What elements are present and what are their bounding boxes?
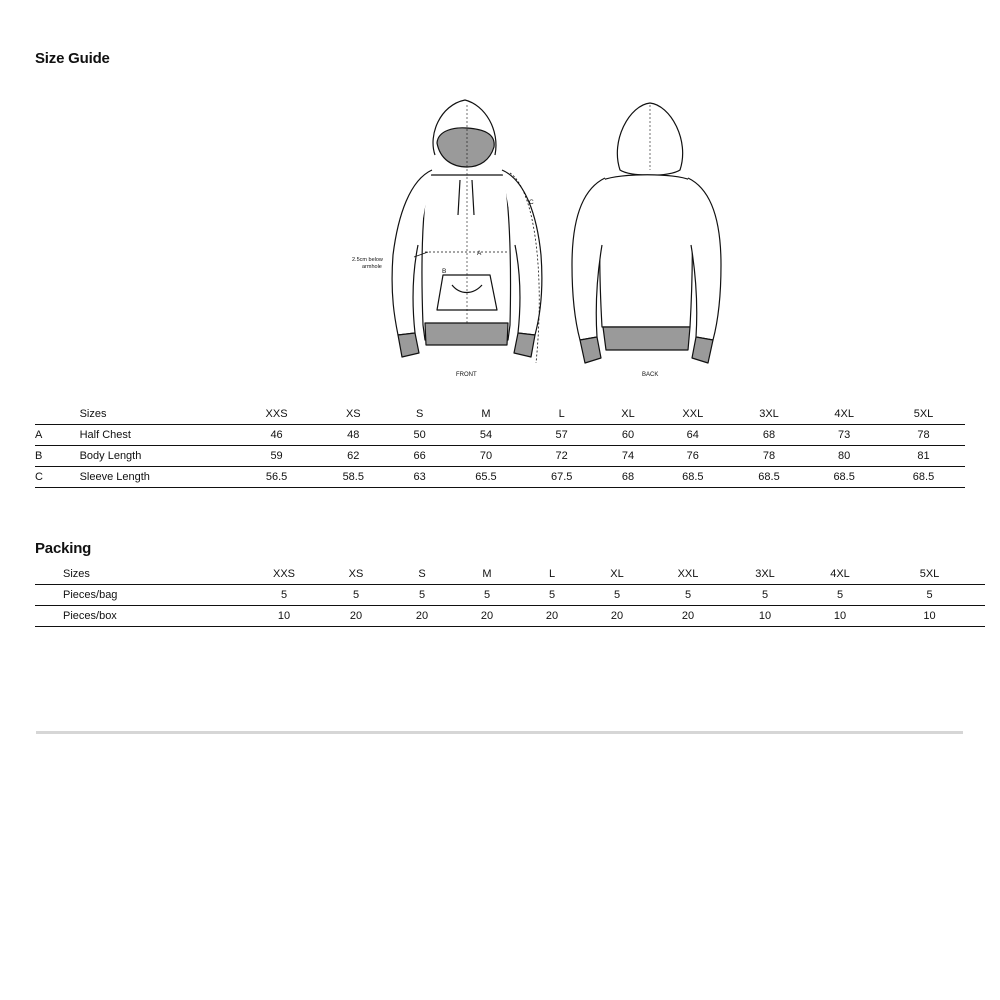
- table-cell: 80: [806, 446, 882, 467]
- armhole-note-1: 2.5cm below: [352, 257, 383, 263]
- hoodie-diagram: [340, 95, 730, 385]
- table-cell: 5: [652, 585, 724, 606]
- table-cell: 20: [392, 606, 452, 627]
- table-cell: 68.5: [806, 467, 882, 488]
- table-cell: 5: [582, 585, 652, 606]
- row-letter: B: [35, 446, 80, 467]
- table-cell: 5: [874, 585, 985, 606]
- table-cell: 68.5: [654, 467, 732, 488]
- size-header: S: [389, 404, 451, 425]
- packing-header-row: [35, 564, 985, 585]
- back-waistband: [603, 327, 690, 350]
- row-label: Pieces/box: [63, 606, 248, 627]
- row-letter: C: [35, 467, 80, 488]
- table-row: [35, 425, 965, 446]
- back-right-cuff: [692, 337, 713, 363]
- front-body: [422, 175, 511, 340]
- armhole-note-2: armhole: [362, 264, 382, 270]
- size-guide-title: Size Guide: [35, 50, 110, 67]
- size-header: L: [522, 564, 582, 585]
- front-right-cuff: [514, 333, 535, 357]
- size-header: 3XL: [724, 564, 806, 585]
- table-cell: 70: [451, 446, 522, 467]
- size-header: 5XL: [882, 404, 965, 425]
- table-cell: 57: [521, 425, 602, 446]
- size-header: XXL: [652, 564, 724, 585]
- size-header: XL: [602, 404, 654, 425]
- table-cell: 5: [248, 585, 320, 606]
- size-header: XL: [582, 564, 652, 585]
- table-cell: 5: [806, 585, 874, 606]
- table-cell: 68: [732, 425, 807, 446]
- table-cell: 78: [732, 446, 807, 467]
- table-cell: 81: [882, 446, 965, 467]
- marker-a: A: [477, 250, 482, 257]
- size-header: XXS: [235, 404, 318, 425]
- size-header: M: [452, 564, 522, 585]
- size-guide-table: [35, 404, 965, 488]
- table-cell: 48: [318, 425, 389, 446]
- table-cell: 5: [452, 585, 522, 606]
- row-label: Sleeve Length: [80, 467, 236, 488]
- table-row: [35, 585, 985, 606]
- front-hood-inner: [437, 128, 494, 167]
- sizes-header: Sizes: [63, 564, 248, 585]
- back-left-sleeve: [572, 178, 605, 340]
- size-header: 5XL: [874, 564, 985, 585]
- marker-b: B: [442, 268, 447, 275]
- size-header: XS: [320, 564, 392, 585]
- size-guide-header-row: [35, 404, 965, 425]
- table-cell: 58.5: [318, 467, 389, 488]
- table-cell: 56.5: [235, 467, 318, 488]
- table-row: [35, 606, 985, 627]
- table-cell: 62: [318, 446, 389, 467]
- table-cell: 10: [724, 606, 806, 627]
- table-cell: 64: [654, 425, 732, 446]
- table-cell: 5: [392, 585, 452, 606]
- size-header: XXL: [654, 404, 732, 425]
- packing-title: Packing: [35, 540, 92, 557]
- table-cell: 74: [602, 446, 654, 467]
- table-cell: 10: [806, 606, 874, 627]
- table-cell: 5: [522, 585, 582, 606]
- size-header: M: [451, 404, 522, 425]
- table-cell: 10: [248, 606, 320, 627]
- back-right-sleeve: [688, 178, 721, 340]
- front-label: FRONT: [456, 372, 477, 378]
- table-cell: 20: [652, 606, 724, 627]
- marker-c: C: [529, 199, 534, 206]
- table-cell: 5: [320, 585, 392, 606]
- table-cell: 68.5: [882, 467, 965, 488]
- row-label: Pieces/bag: [63, 585, 248, 606]
- table-cell: 66: [389, 446, 451, 467]
- back-label: BACK: [642, 372, 659, 378]
- divider: [36, 731, 963, 734]
- back-left-cuff: [580, 337, 601, 363]
- table-cell: 5: [724, 585, 806, 606]
- back-body: [600, 175, 693, 327]
- size-header: L: [521, 404, 602, 425]
- table-cell: 50: [389, 425, 451, 446]
- table-cell: 20: [522, 606, 582, 627]
- table-cell: 78: [882, 425, 965, 446]
- size-header: XXS: [248, 564, 320, 585]
- table-cell: 68.5: [732, 467, 807, 488]
- front-waistband: [425, 323, 508, 345]
- front-left-cuff: [398, 333, 419, 357]
- table-cell: 20: [320, 606, 392, 627]
- table-cell: 67.5: [521, 467, 602, 488]
- table-cell: 54: [451, 425, 522, 446]
- table-cell: 76: [654, 446, 732, 467]
- size-header: 4XL: [806, 404, 882, 425]
- table-row: [35, 446, 965, 467]
- table-cell: 46: [235, 425, 318, 446]
- size-header: 3XL: [732, 404, 807, 425]
- table-row: [35, 467, 965, 488]
- row-letter: A: [35, 425, 80, 446]
- table-cell: 73: [806, 425, 882, 446]
- table-cell: 63: [389, 467, 451, 488]
- table-cell: 59: [235, 446, 318, 467]
- size-header: XS: [318, 404, 389, 425]
- table-cell: 65.5: [451, 467, 522, 488]
- table-cell: 20: [582, 606, 652, 627]
- table-cell: 20: [452, 606, 522, 627]
- table-cell: 10: [874, 606, 985, 627]
- row-label: Body Length: [80, 446, 236, 467]
- packing-table: [35, 564, 985, 627]
- table-cell: 72: [521, 446, 602, 467]
- table-cell: 68: [602, 467, 654, 488]
- size-header: S: [392, 564, 452, 585]
- row-label: Half Chest: [80, 425, 236, 446]
- size-header: 4XL: [806, 564, 874, 585]
- table-cell: 60: [602, 425, 654, 446]
- sizes-header: Sizes: [80, 404, 236, 425]
